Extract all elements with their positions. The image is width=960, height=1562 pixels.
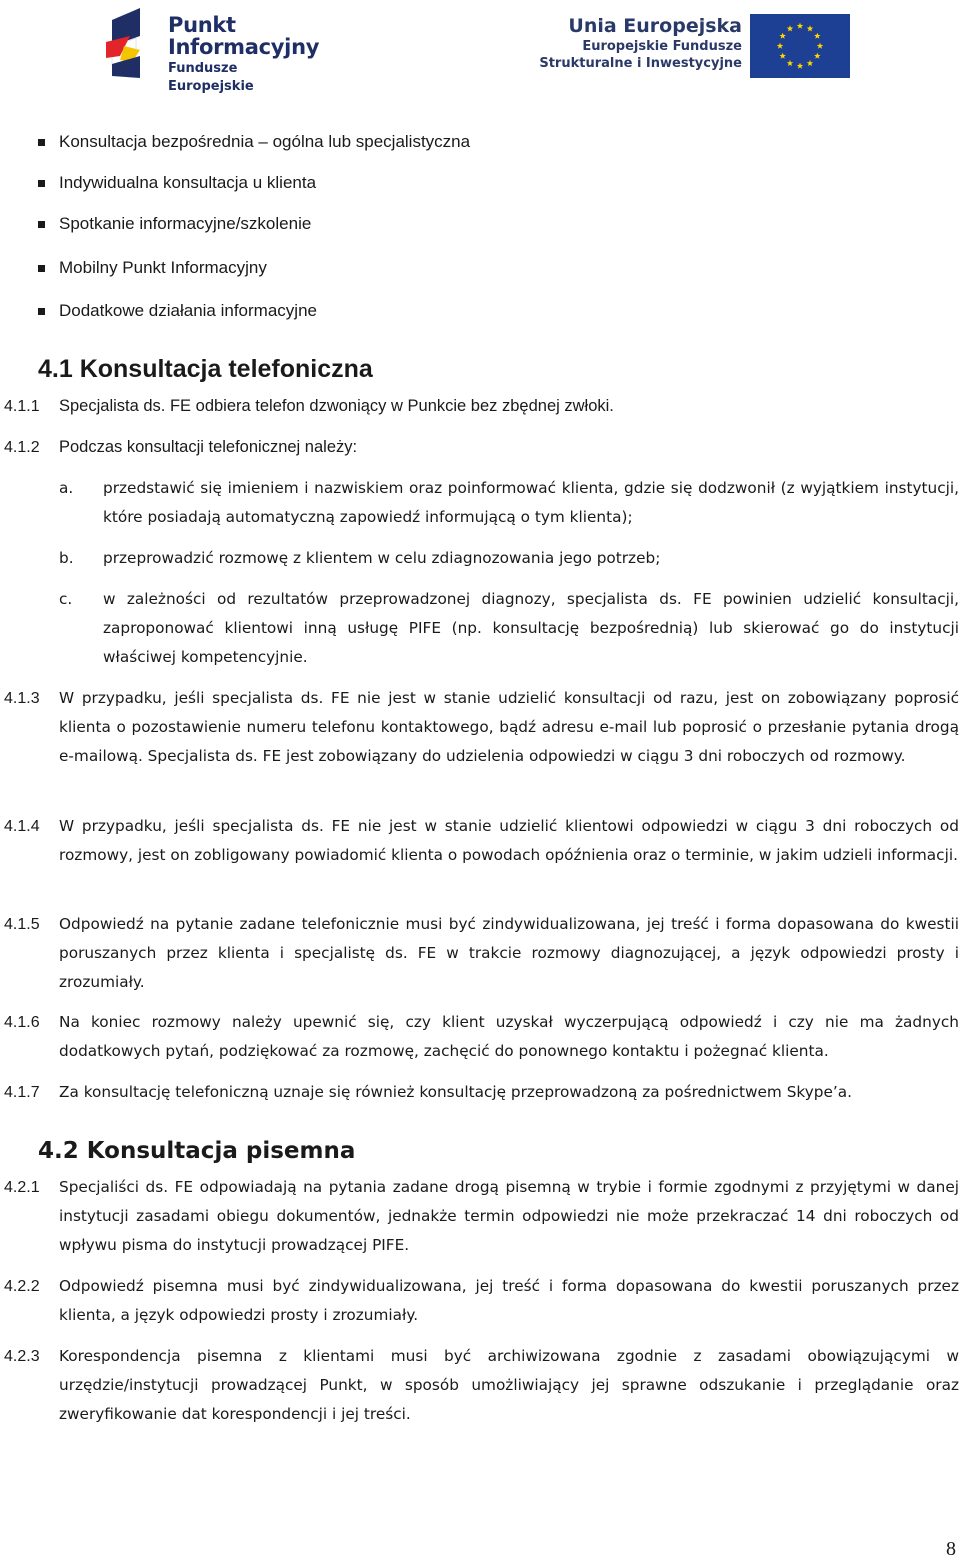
paragraph-number: 4.1.5	[4, 916, 40, 933]
paragraph-number: 4.1.1	[4, 398, 40, 415]
paragraph-text: W przypadku, jeśli specjalista ds. FE nie jest w stanie udzielić konsultacji od razu, jest on zobowiązany poprosić klienta o pozostawienie numeru telefonu kontaktowego, bądź adresu e-mail lub poprosić o przesłanie pytania drogą e-mailową. Specjalista ds. FE jest zobowiązany do udzielenia odpowiedzi w ciągu 3 dni roboczych od rozmowy.	[59, 689, 959, 765]
logo-right-line3: Strukturalne i Inwestycyjne	[539, 56, 742, 71]
bullet-square-icon	[38, 221, 45, 228]
paragraph-number: 4.1.7	[4, 1084, 40, 1101]
logo-right-line1: Unia Europejska	[568, 15, 742, 37]
paragraph-number: 4.1.3	[4, 690, 40, 707]
list-item-text: Spotkanie informacyjne/szkolenie	[59, 214, 312, 233]
punkt-informacyjny-wordmark	[168, 14, 319, 96]
paragraph-4-2-3	[0, 1342, 960, 1429]
item-letter: c.	[59, 590, 73, 608]
paragraph-number: 4.2.1	[4, 1179, 40, 1196]
paragraph-4-2-1	[0, 1173, 960, 1260]
unia-europejska-logo	[539, 14, 852, 76]
logo-left-line3: Fundusze Europejskie	[168, 61, 254, 94]
paragraph-4-1-6	[0, 1008, 960, 1066]
paragraph-text: Na koniec rozmowy należy upewnić się, czy klient uzyskał wyczerpującą odpowiedź i czy nie ma żadnych dodatkowych pytań, podziękować za rozmowę, zachęcić do ponownego kontaktu i pożegnać klienta.	[59, 1013, 959, 1060]
bullet-square-icon	[38, 180, 45, 187]
paragraph-4-1-7	[0, 1078, 960, 1107]
item-text: w zależności od rezultatów przeprowadzonej diagnozy, specjalista ds. FE powinien udzielić konsultacji, zaproponować klientowi inną usługę PIFE (np. konsultację bezpośrednią) lub skierować go do instytucji właściwej kompetencyjnie.	[103, 590, 959, 666]
paragraph-text: Specjaliści ds. FE odpowiadają na pytania zadane drogą pisemną w trybie i formie zgodnymi z przyjętymi w danej instytucji zasadami obiegu dokumentów, jednakże termin odpowiedzi nie może przekraczać 14 dni roboczych od wpływu pisma do instytucji prowadzącej PIFE.	[59, 1178, 959, 1254]
list-item-c	[0, 585, 960, 672]
paragraph-number: 4.1.4	[4, 818, 40, 835]
bullet-square-icon	[38, 308, 45, 315]
paragraph-number: 4.2.2	[4, 1278, 40, 1295]
logo-left-line2: Informacyjny	[168, 35, 320, 59]
paragraph-text: Podczas konsultacji telefonicznej należy:	[59, 438, 358, 456]
paragraph-number: 4.2.3	[4, 1348, 40, 1365]
paragraph-4-1-4	[0, 812, 960, 870]
paragraph-4-2-2	[0, 1272, 960, 1330]
item-text: przedstawić się imieniem i nazwiskiem oraz poinformować klienta, gdzie się dodzwonił (z wyjątkiem instytucji, które posiadają automatyczną zapowiedź informującą o tym klienta);	[103, 479, 959, 526]
list-item	[38, 130, 470, 154]
list-item-text: Dodatkowe działania informacyjne	[59, 301, 317, 320]
paragraph-text: Specjalista ds. FE odbiera telefon dzwoniący w Punkcie bez zbędnej zwłoki.	[59, 397, 614, 415]
eu-flag-icon	[750, 14, 850, 78]
item-letter: b.	[59, 549, 74, 567]
paragraph-4-1-5	[0, 910, 960, 997]
paragraph-4-1-3	[0, 684, 960, 771]
list-item-text: Konsultacja bezpośrednia – ogólna lub specjalistyczna	[59, 132, 471, 151]
paragraph-text: W przypadku, jeśli specjalista ds. FE nie jest w stanie udzielić klientowi odpowiedzi w ciągu 3 dni roboczych od rozmowy, jest on zobligowany powiadomić klienta o powodach opóźnienia oraz o terminie, w jakim udzieli informacji.	[59, 817, 959, 864]
list-item-text: Indywidualna konsultacja u klienta	[59, 173, 317, 192]
list-item	[38, 256, 267, 280]
paragraph-text: Odpowiedź pisemna musi być zindywidualizowana, jej treść i forma dopasowana do kwestii poruszanych przez klienta, a język odpowiedzi prosty i zrozumiały.	[59, 1277, 959, 1324]
item-text: przeprowadzić rozmowę z klientem w celu zdiagnozowania jego potrzeb;	[103, 549, 661, 567]
bullet-square-icon	[38, 139, 45, 146]
paragraph-4-1-1	[0, 392, 960, 421]
unia-europejska-wordmark	[539, 14, 742, 72]
list-item-b	[0, 544, 960, 573]
list-item	[38, 212, 311, 236]
logo-left-line1: Punkt	[168, 13, 236, 37]
bullet-square-icon	[38, 265, 45, 272]
paragraph-number: 4.1.6	[4, 1014, 40, 1031]
list-item	[38, 299, 317, 323]
item-letter: a.	[59, 479, 74, 497]
list-item-text: Mobilny Punkt Informacyjny	[59, 258, 267, 277]
section-heading-4-1: 4.1 Konsultacja telefoniczna	[38, 355, 373, 383]
paragraph-text: Za konsultację telefoniczną uznaje się również konsultację przeprowadzoną za pośrednictwem Skype’a.	[59, 1083, 852, 1101]
paragraph-text: Korespondencja pisemna z klientami musi być archiwizowana zgodnie z zasadami obowiązującymi w urzędzie/instytucji prowadzącej Punkt, w sposób umożliwiający jej sprawne odszukanie i przeglądanie oraz zweryfikowanie dat korespondencji i jej treści.	[59, 1347, 959, 1423]
punkt-informacyjny-logo	[106, 6, 320, 94]
paragraph-4-1-2	[0, 433, 960, 462]
punkt-informacyjny-logo-mark-icon	[106, 6, 162, 80]
list-item-a	[0, 474, 960, 532]
section-heading-4-2: 4.2 Konsultacja pisemna	[38, 1138, 356, 1164]
paragraph-text: Odpowiedź na pytanie zadane telefonicznie musi być zindywidualizowana, jej treść i forma dopasowana do kwestii poruszanych przez klienta i specjalistę ds. FE w trakcie rozmowy diagnozującej, a język odpowiedzi prosty i zrozumiały.	[59, 915, 959, 991]
logo-right-line2: Europejskie Fundusze	[582, 39, 742, 54]
page-number: 8	[946, 1538, 956, 1560]
paragraph-number: 4.1.2	[4, 439, 40, 456]
list-item	[38, 171, 316, 195]
